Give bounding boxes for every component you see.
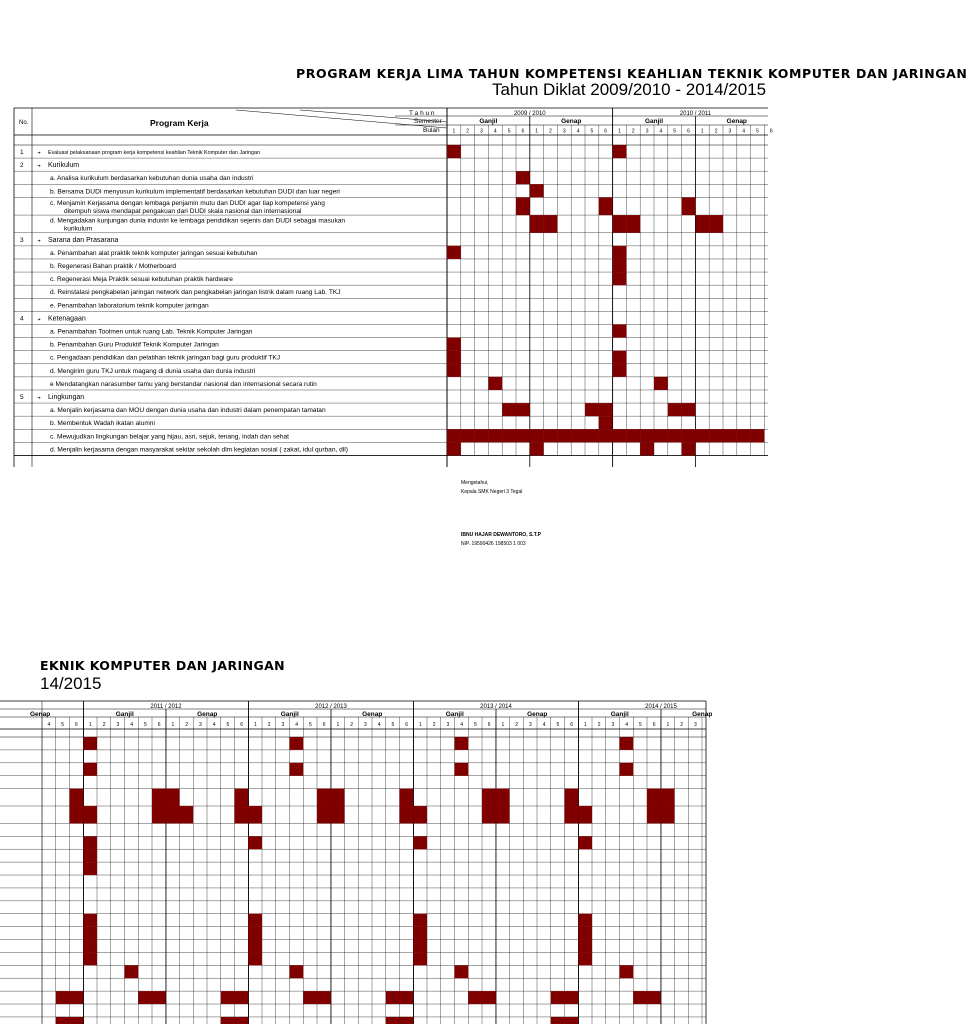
month-number: 1 [452, 128, 456, 135]
schedule-mark [661, 789, 675, 806]
schedule-mark [613, 429, 627, 442]
month-number: 5 [756, 128, 759, 135]
schedule-mark [668, 403, 682, 416]
signature-name: IBNU HAJAR DEWANTORO, S.T.P [461, 532, 541, 538]
month-number: 6 [604, 128, 608, 135]
row-item: b. Membentuk Wadah ikatan alumni [50, 420, 155, 428]
schedule-mark [585, 429, 599, 442]
schedule-mark [455, 763, 469, 776]
month-number: 2 [515, 722, 519, 728]
schedule-mark [152, 991, 166, 1004]
schedule-mark [565, 991, 579, 1004]
schedule-mark [221, 991, 235, 1004]
continued-subtitle: 14/2015 [40, 674, 102, 693]
row-item: a. Penambahan alat praktik teknik komputer jaringan sesuai kebutuhan [50, 249, 258, 257]
month-number: 5 [673, 128, 677, 135]
signature-known-label: Mengetahui, [461, 480, 489, 486]
schedule-mark [166, 789, 180, 806]
schedule-mark [400, 1017, 414, 1024]
year-label: 2009 / 2010 [513, 111, 546, 117]
month-number: 5 [308, 722, 312, 728]
schedule-mark [682, 429, 696, 442]
schedule-mark [447, 429, 461, 442]
schedule-mark [83, 763, 97, 776]
schedule-mark [578, 940, 592, 953]
month-number: 2 [631, 128, 635, 135]
schedule-mark [413, 952, 427, 965]
schedule-mark [723, 429, 737, 442]
schedule-mark [248, 914, 262, 927]
document-subtitle: Tahun Diklat 2009/2010 - 2014/2015 [492, 80, 767, 99]
schedule-mark [248, 806, 262, 823]
schedule-mark [640, 442, 654, 455]
row-item: d. Mengadakan kunjungan dunia industri ke lembaga pendidikan sejenis dan DUDI sebagai masukan [50, 217, 346, 225]
schedule-mark [235, 1017, 249, 1024]
month-number: 4 [295, 722, 299, 728]
schedule-mark [413, 836, 427, 849]
schedule-mark [516, 171, 530, 184]
row-number: 2 [20, 162, 24, 170]
schedule-mark [578, 927, 592, 940]
schedule-mark [565, 806, 579, 823]
row-item: e. Penambahan laboratorium teknik komputer jaringan [50, 302, 209, 310]
schedule-mark [290, 763, 304, 776]
row-number: 4 [20, 315, 24, 323]
month-number: 2 [185, 722, 189, 728]
month-number: 6 [157, 722, 161, 728]
schedule-mark [290, 965, 304, 978]
month-number: 5 [61, 722, 65, 728]
month-number: 2 [102, 722, 106, 728]
schedule-mark [475, 429, 489, 442]
schedule-mark [661, 806, 675, 823]
schedule-mark [647, 789, 661, 806]
row-item: a. Analisa kurikulum berdasarkan kebutuhan dunia usaha dan industri [50, 175, 254, 183]
schedule-mark [613, 145, 627, 158]
schedule-mark [620, 763, 634, 776]
schedule-mark [83, 806, 97, 823]
schedule-mark [668, 429, 682, 442]
schedule-mark [248, 940, 262, 953]
schedule-mark [599, 416, 613, 429]
schedule-mark [482, 806, 496, 823]
top-schedule-table [14, 108, 773, 467]
signature-nip: NIP. 19590426 198503 1 003 [461, 541, 526, 547]
month-number: 1 [535, 128, 539, 135]
schedule-mark [599, 429, 613, 442]
schedule-mark [56, 991, 70, 1004]
schedule-mark [530, 184, 544, 197]
schedule-mark [613, 259, 627, 272]
schedule-mark [400, 789, 414, 806]
month-number: 4 [493, 128, 497, 135]
schedule-mark [248, 927, 262, 940]
row-heading: Ketenagaan [48, 315, 86, 323]
schedule-mark [640, 429, 654, 442]
row-item-cont: ditempuh siswa mendapat pengakuan dari DUDI skala nasional dan internasional [64, 207, 302, 215]
month-number: 1 [666, 722, 670, 728]
schedule-mark [565, 1017, 579, 1024]
schedule-mark [737, 429, 751, 442]
semester-ganjil-label: Ganjil [115, 711, 134, 718]
schedule-mark [626, 429, 640, 442]
month-number: 6 [570, 722, 574, 728]
month-number: 2 [714, 128, 718, 135]
schedule-mark [83, 737, 97, 750]
schedule-mark [578, 836, 592, 849]
month-number: 4 [212, 722, 216, 728]
month-number: 2 [680, 722, 684, 728]
month-number: 1 [501, 722, 505, 728]
schedule-mark [709, 215, 723, 233]
schedule-mark [682, 403, 696, 416]
row-item: b. Penambahan Guru Produktif Teknik Komputer Jaringan [50, 341, 219, 349]
schedule-mark [70, 1017, 84, 1024]
month-number: 3 [562, 128, 566, 135]
schedule-mark [303, 991, 317, 1004]
schedule-mark [413, 940, 427, 953]
schedule-mark [235, 789, 249, 806]
schedule-mark [585, 403, 599, 416]
semester-ganjil-label: Ganjil [610, 711, 629, 718]
semester-label: Semester [414, 118, 442, 125]
schedule-mark [599, 403, 613, 416]
row-number: 5 [20, 393, 24, 401]
row-icon: ➔ [37, 237, 41, 243]
schedule-mark [633, 991, 647, 1004]
month-number: 6 [405, 722, 409, 728]
bottom-schedule-table [0, 701, 712, 1024]
schedule-mark [83, 927, 97, 940]
schedule-mark [695, 215, 709, 233]
row-item: c. Mewujudkan lingkungan belajar yang hijau, asri, sejuk, tenang, indah dan sehat [50, 433, 289, 441]
schedule-mark [551, 991, 565, 1004]
semester-genap-label: Genap [30, 711, 51, 718]
semester-genap-label: Genap [726, 118, 747, 125]
schedule-mark [447, 145, 461, 158]
schedule-mark [530, 429, 544, 442]
row-number: 1 [20, 149, 24, 156]
schedule-mark [613, 364, 627, 377]
schedule-mark [70, 806, 84, 823]
schedule-mark [557, 429, 571, 442]
schedule-mark [70, 991, 84, 1004]
schedule-mark [613, 215, 627, 233]
row-icon: ➔ [37, 394, 41, 400]
row-item: c. Regenerasi Meja Praktik sesuai kebutuhan praktik hardware [50, 276, 233, 284]
row-item: c. Pengadaan pendidikan dan pelatihan teknik jaringan bagi guru produktif TKJ [50, 354, 281, 362]
schedule-mark [599, 197, 613, 215]
month-number: 6 [487, 722, 491, 728]
schedule-mark [152, 789, 166, 806]
schedule-mark [709, 429, 723, 442]
month-number: 1 [700, 128, 704, 135]
month-number: 4 [542, 722, 546, 728]
month-number: 6 [769, 128, 773, 135]
semester-ganjil-label: Ganjil [280, 711, 299, 718]
month-number: 1 [418, 722, 422, 728]
schedule-mark [248, 836, 262, 849]
month-number: 1 [171, 722, 175, 728]
month-number: 4 [47, 722, 51, 728]
semester-genap-label: Genap [692, 711, 713, 718]
month-number: 3 [693, 722, 697, 728]
document-title: PROGRAM KERJA LIMA TAHUN KOMPETENSI KEAHLIAN TEKNIK KOMPUTER DAN JARINGAN [296, 66, 967, 81]
schedule-mark [290, 737, 304, 750]
month-number: 5 [143, 722, 147, 728]
schedule-mark [516, 197, 530, 215]
row-item: a. Penambahan Toolmen untuk ruang Lab. Teknik Komputer Jaringan [50, 328, 253, 336]
schedule-mark [682, 197, 696, 215]
schedule-mark [502, 403, 516, 416]
schedule-mark [221, 1017, 235, 1024]
schedule-mark [620, 737, 634, 750]
month-number: 2 [597, 722, 601, 728]
month-number: 4 [625, 722, 629, 728]
month-number: 4 [576, 128, 580, 135]
schedule-mark [400, 991, 414, 1004]
semester-genap-label: Genap [197, 711, 218, 718]
month-number: 6 [240, 722, 244, 728]
schedule-mark [400, 806, 414, 823]
month-number: 5 [556, 722, 560, 728]
month-number: 5 [226, 722, 230, 728]
schedule-mark [447, 364, 461, 377]
tahun-label: T a h u n [409, 110, 435, 117]
schedule-mark [166, 806, 180, 823]
month-number: 6 [74, 722, 78, 728]
schedule-mark [331, 789, 345, 806]
schedule-mark [502, 429, 516, 442]
month-number: 3 [281, 722, 285, 728]
schedule-mark [317, 806, 331, 823]
schedule-mark [461, 429, 475, 442]
schedule-mark [455, 965, 469, 978]
month-number: 3 [611, 722, 615, 728]
row-item-cont: kurikulum [64, 225, 93, 233]
month-number: 3 [198, 722, 202, 728]
schedule-mark [551, 1017, 565, 1024]
month-number: 5 [638, 722, 642, 728]
schedule-mark [578, 914, 592, 927]
schedule-mark [751, 429, 765, 442]
program-header: Program Kerja [150, 118, 209, 128]
schedule-mark [235, 806, 249, 823]
row-heading: Sarana dan Prasarana [48, 236, 119, 244]
row-item: a. Menjalin kerjasama dan MOU dengan dunia usaha dan industri dalam penempatan tamatan [50, 407, 326, 415]
month-number: 3 [446, 722, 450, 728]
row-icon: ➔ [37, 150, 41, 155]
schedule-mark [70, 789, 84, 806]
schedule-mark [83, 862, 97, 875]
month-number: 6 [322, 722, 326, 728]
schedule-mark [413, 927, 427, 940]
schedule-mark [447, 351, 461, 364]
schedule-mark [613, 246, 627, 259]
month-number: 4 [659, 128, 663, 135]
semester-genap-label: Genap [561, 118, 582, 125]
schedule-mark [152, 806, 166, 823]
schedule-mark [488, 429, 502, 442]
semester-ganjil-label: Ganjil [644, 118, 664, 125]
schedule-mark [682, 442, 696, 455]
schedule-mark [530, 442, 544, 455]
schedule-mark [530, 215, 544, 233]
schedule-mark [317, 789, 331, 806]
year-label: 2013 / 2014 [480, 704, 512, 710]
schedule-mark [455, 737, 469, 750]
row-number: 3 [20, 236, 24, 244]
schedule-mark [125, 965, 139, 978]
schedule-mark [83, 849, 97, 862]
schedule-mark [413, 806, 427, 823]
semester-genap-label: Genap [362, 711, 383, 718]
schedule-mark [647, 806, 661, 823]
semester-genap-label: Genap [527, 711, 548, 718]
schedule-mark [488, 377, 502, 390]
schedule-mark [83, 952, 97, 965]
schedule-mark [468, 991, 482, 1004]
month-number: 6 [521, 128, 525, 135]
row-item: b. Bersama DUDI menyusun kurikulum implementatif berdasarkan kebutuhan DUDI dan luar negeri [50, 188, 340, 196]
month-number: 4 [742, 128, 746, 135]
schedule-mark [516, 429, 530, 442]
schedule-mark [613, 272, 627, 285]
year-label: 2010 / 2011 [679, 111, 712, 117]
month-number: 3 [480, 128, 483, 135]
schedule-mark [654, 429, 668, 442]
row-heading: Lingkungan [48, 393, 85, 401]
schedule-mark [695, 429, 709, 442]
row-item: e Mendatangkan narasumber tamu yang berstandar nasional dan internasional secara rutin [50, 380, 317, 388]
month-number: 1 [583, 722, 587, 728]
month-number: 4 [130, 722, 134, 728]
month-number: 3 [645, 128, 649, 135]
month-number: 3 [728, 128, 732, 135]
month-number: 2 [350, 722, 354, 728]
row-item: c. Menjamin Kerjasama dengan lembaga penjamin mutu dan DUDI agar tiap kompetensi yang [50, 199, 325, 207]
month-number: 6 [687, 128, 690, 135]
schedule-mark [516, 403, 530, 416]
schedule-mark [544, 429, 558, 442]
month-number: 2 [267, 722, 271, 728]
semester-ganjil-label: Ganjil [445, 711, 464, 718]
month-number: 5 [507, 128, 511, 135]
month-number: 3 [528, 722, 532, 728]
schedule-mark [626, 215, 640, 233]
schedule-mark [447, 338, 461, 351]
month-number: 3 [116, 722, 120, 728]
schedule-mark [482, 991, 496, 1004]
schedule-mark [565, 789, 579, 806]
continued-title: EKNIK KOMPUTER DAN JARINGAN [40, 658, 286, 673]
schedule-mark [317, 991, 331, 1004]
row-item: d. Menjalin kerjasama dengan masyarakat sekitar sekolah dlm kegiatan sosial ( zakat, idul qurban, dll) [50, 446, 348, 454]
row-heading: Evaluasi pelaksanaan program kerja kompetensi keahlian Teknik Komputer dan Jaringan [48, 150, 261, 156]
schedule-mark [496, 789, 510, 806]
schedule-mark [248, 952, 262, 965]
row-item: d. Mengirim guru TKJ untuk magang di dunia usaha dan dunia industri [50, 367, 256, 375]
schedule-mark [578, 952, 592, 965]
schedule-mark [83, 914, 97, 927]
month-number: 4 [460, 722, 464, 728]
schedule-mark [620, 965, 634, 978]
schedule-mark [83, 940, 97, 953]
month-number: 5 [590, 128, 594, 135]
schedule-mark [386, 991, 400, 1004]
row-item: d. Reinstalasi pengkabelan jaringan network dan pengkabelan jaringan listrik dalam ruang Lab. TKJ [50, 289, 341, 297]
schedule-mark [138, 991, 152, 1004]
schedule-mark [413, 914, 427, 927]
signature-position: Kepala SMK Negeri 3 Tegal [461, 489, 523, 495]
schedule-mark [571, 429, 585, 442]
schedule-mark [613, 351, 627, 364]
row-icon: ➔ [37, 163, 41, 169]
schedule-mark [544, 215, 558, 233]
schedule-mark [56, 1017, 70, 1024]
row-item: b. Regenerasi Bahan praktik / Motherboard [50, 262, 177, 270]
month-number: 5 [473, 722, 477, 728]
month-number: 1 [618, 128, 621, 135]
month-number: 2 [466, 128, 470, 135]
month-number: 2 [549, 128, 552, 135]
schedule-mark [647, 991, 661, 1004]
schedule-mark [447, 246, 461, 259]
schedule-mark [180, 806, 194, 823]
schedule-mark [578, 806, 592, 823]
year-label: 2014 / 2015 [645, 704, 677, 710]
schedule-mark [654, 377, 668, 390]
schedule-mark [331, 806, 345, 823]
month-number: 1 [336, 722, 340, 728]
row-icon: ➔ [37, 316, 41, 322]
bulan-label: Bulan [423, 127, 440, 134]
year-label: 2011 / 2012 [150, 704, 182, 710]
year-label: 2012 / 2013 [315, 704, 347, 710]
row-heading: Kurikulum [48, 162, 80, 170]
month-number: 1 [253, 722, 257, 728]
schedule-mark [482, 789, 496, 806]
month-number: 3 [363, 722, 367, 728]
no-header: No. [19, 120, 29, 126]
schedule-mark [496, 806, 510, 823]
schedule-mark [235, 991, 249, 1004]
schedule-mark [83, 836, 97, 849]
month-number: 2 [432, 722, 436, 728]
month-number: 1 [88, 722, 92, 728]
schedule-mark [386, 1017, 400, 1024]
schedule-mark [613, 324, 627, 337]
month-number: 6 [652, 722, 656, 728]
month-number: 4 [377, 722, 381, 728]
month-number: 5 [391, 722, 395, 728]
semester-ganjil-label: Ganjil [479, 118, 498, 125]
schedule-mark [447, 442, 461, 455]
